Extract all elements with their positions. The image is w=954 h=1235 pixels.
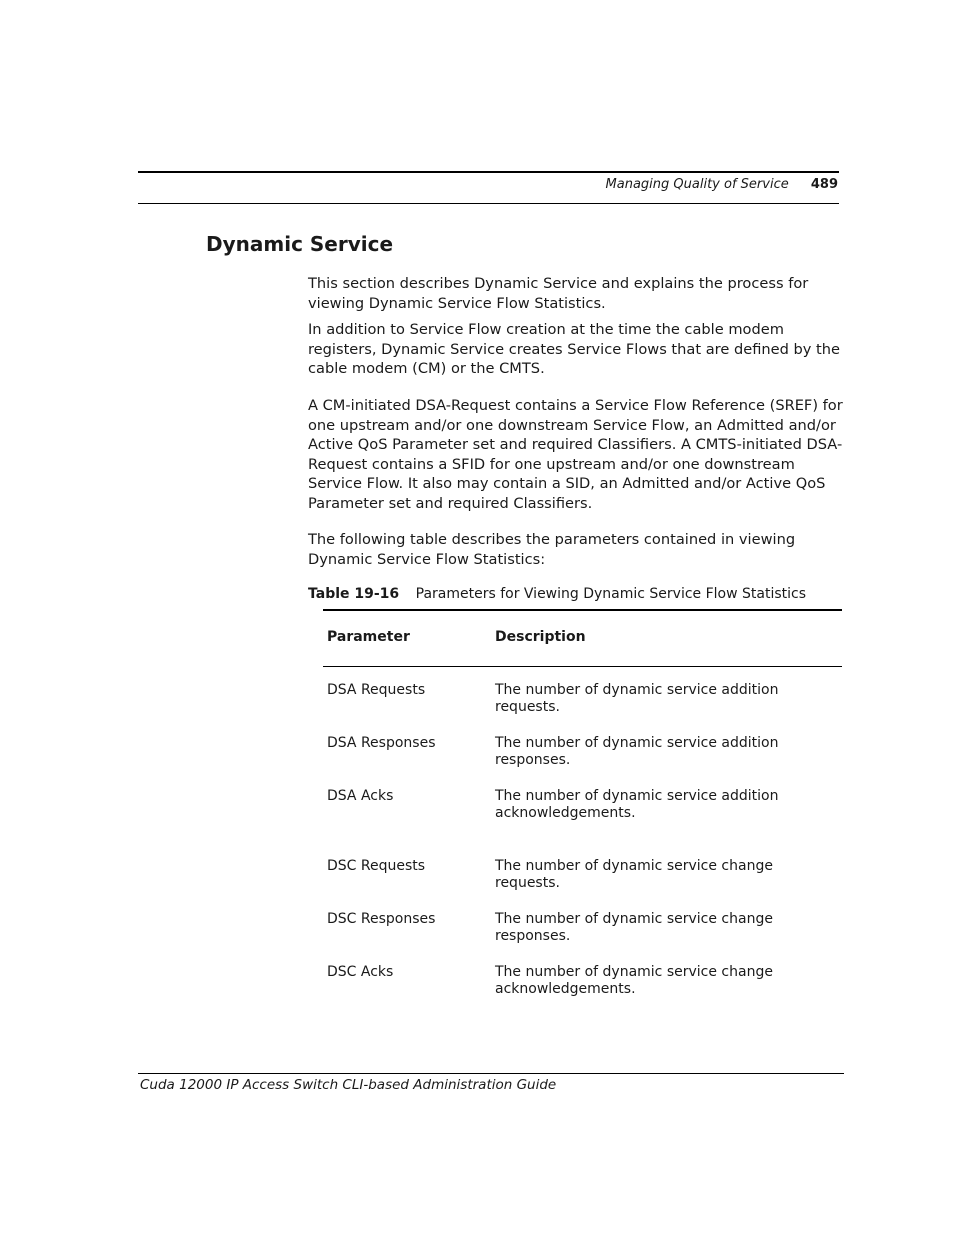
page-number: 489 xyxy=(810,177,838,192)
table-header-parameter: Parameter xyxy=(327,629,410,645)
header-bottom-rule xyxy=(138,203,839,204)
chapter-title: Managing Quality of Service xyxy=(605,177,789,192)
footer-rule xyxy=(138,1073,844,1074)
table-cell-parameter: DSA Requests xyxy=(327,682,426,698)
table-cell-description: The number of dynamic service change acknowledgements. xyxy=(495,964,773,997)
table-cell-description: The number of dynamic service change requests. xyxy=(495,858,773,891)
table-cell-description: The number of dynamic service change responses. xyxy=(495,911,773,944)
table-cell-parameter: DSA Responses xyxy=(327,735,436,751)
paragraph-intro: This section describes Dynamic Service and explains the process for viewing Dynamic Service Flow Statistics. xyxy=(308,275,809,312)
section-title: Dynamic Service xyxy=(206,232,394,256)
paragraph-table-intro: The following table describes the parameters contained in viewing Dynamic Service Flow Statistics: xyxy=(308,531,796,568)
paragraph-dsa-request: A CM-initiated DSA-Request contains a Service Flow Reference (SREF) for one upstream and/or one downstream Service Flow, an Admitted and/or Active QoS Parameter set and required Classifiers. A CMTS-initiated DSA-Request contains a SFID for one upstream and/or one downstream Service Flow. It also may contain a SID, an Admitted and/or Active QoS Parameter set and required Classifiers. xyxy=(308,397,843,512)
table-cell-parameter: DSA Acks xyxy=(327,788,394,804)
paragraph-service-flow-creation: In addition to Service Flow creation at the time the cable modem registers, Dynamic Service creates Service Flows that are defined by the cable modem (CM) or the CMTS. xyxy=(308,321,841,377)
table-caption-number: Table 19-16 xyxy=(308,586,400,602)
table-caption-text: Parameters for Viewing Dynamic Service Flow Statistics xyxy=(415,586,807,602)
table-header-rule xyxy=(323,666,842,667)
table-cell-parameter: DSC Acks xyxy=(327,964,394,980)
table-cell-description: The number of dynamic service addition requests. xyxy=(495,682,779,715)
table-cell-parameter: DSC Requests xyxy=(327,858,426,874)
table-cell-description: The number of dynamic service addition responses. xyxy=(495,735,779,768)
table-header-description: Description xyxy=(495,629,586,645)
header-top-rule xyxy=(138,171,839,173)
running-header xyxy=(606,177,838,192)
table-cell-description: The number of dynamic service addition acknowledgements. xyxy=(495,788,779,821)
footer-text: Cuda 12000 IP Access Switch CLI-based Administration Guide xyxy=(140,1077,557,1093)
table-caption xyxy=(308,586,806,602)
table-top-rule xyxy=(323,609,842,611)
table-cell-parameter: DSC Responses xyxy=(327,911,436,927)
